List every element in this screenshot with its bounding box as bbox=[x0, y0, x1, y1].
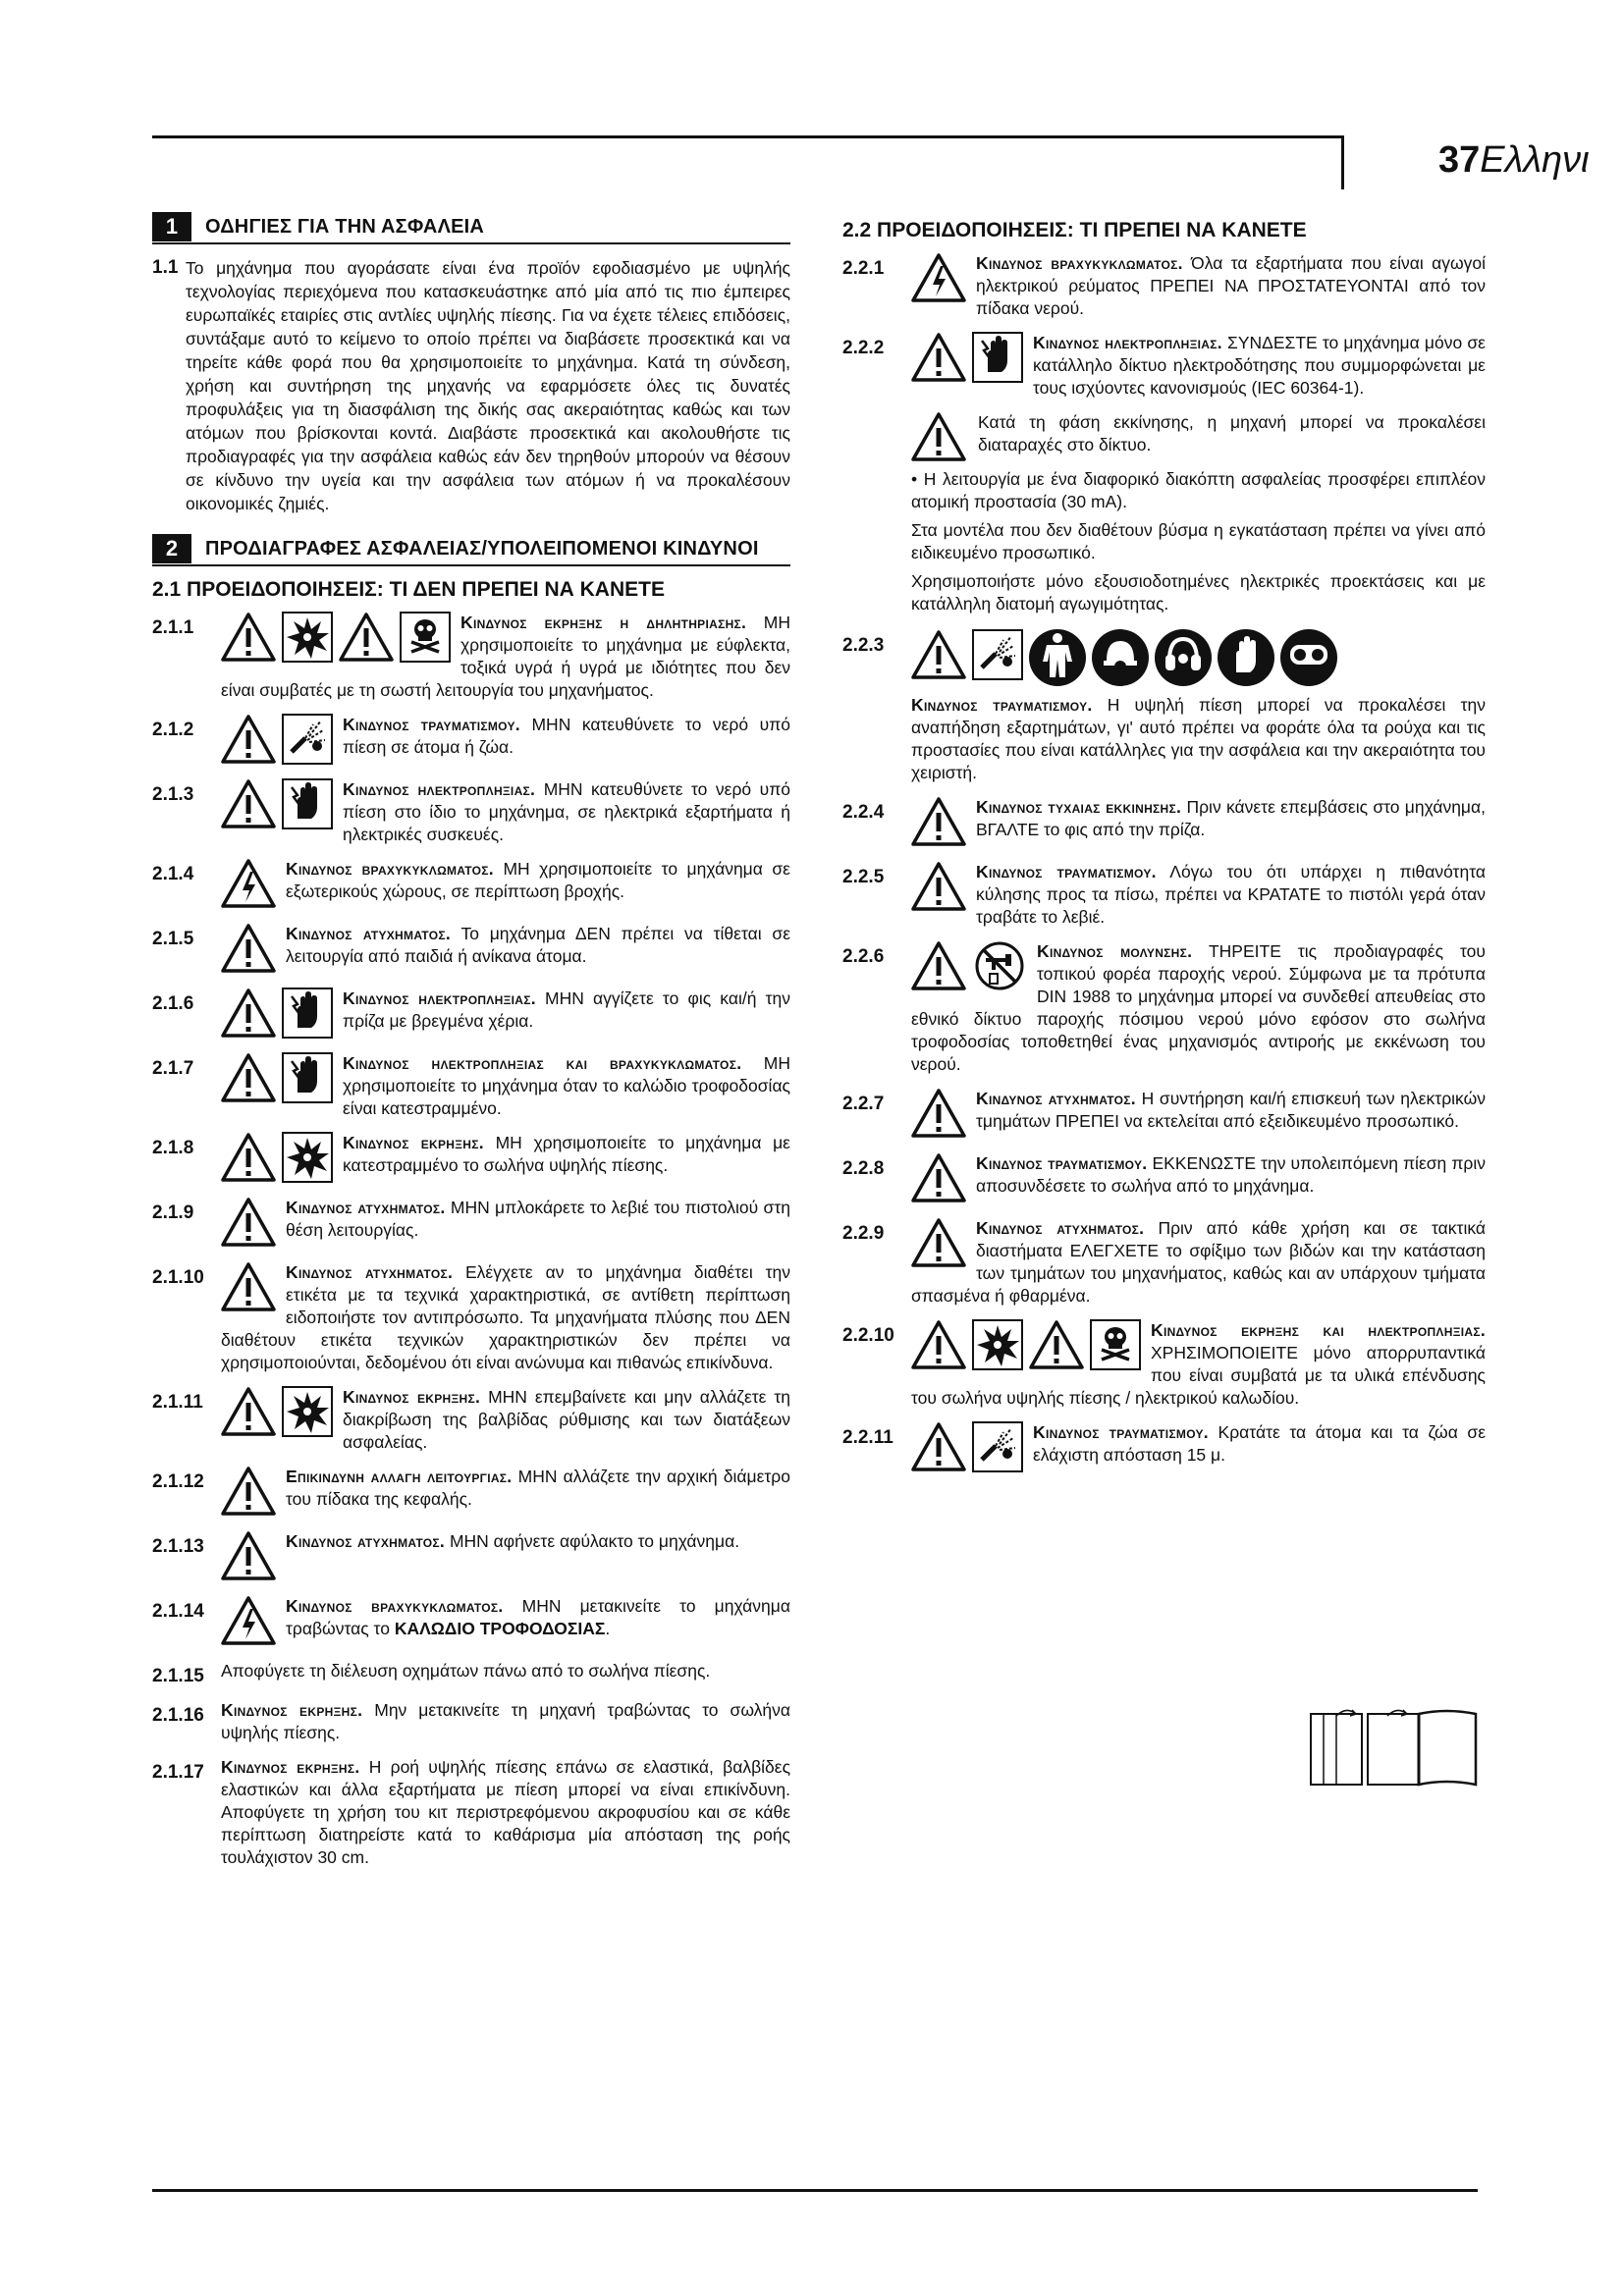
list-item: 2.2.11 Κινδυνος τραυματισμου. Κρατάτε τα άτομα και τα ζώα σε ελάχιστη απόσταση 15 μ. bbox=[842, 1421, 1486, 1474]
footer-rule bbox=[152, 2189, 1478, 2192]
warning-triangle-icon bbox=[221, 612, 276, 663]
water-jet-injury-icon bbox=[972, 1421, 1023, 1472]
warning-triangle-icon bbox=[221, 923, 276, 974]
list-item: 2.1.11 Κινδυνος εκρηξης. ΜΗΝ επεμβαίνετε και μην αλλάζετε τη διακρίβωση της βαλβίδας ρύθμισης και των διατάξεων ασφαλείας. bbox=[152, 1387, 791, 1452]
warning-triangle-icon bbox=[221, 1261, 276, 1312]
warning-triangle-icon bbox=[911, 940, 966, 991]
explosion-icon bbox=[972, 1319, 1023, 1370]
list-item: 2.1.12 Επικινδυνη αλλαγη λειτουργιας. ΜΗΝ αλλάζετε την αρχική διάμετρο του πίδακα της κεφαλής. bbox=[152, 1466, 790, 1519]
explosion-icon bbox=[282, 1386, 333, 1437]
warning-triangle-icon bbox=[221, 714, 276, 765]
right-column bbox=[842, 211, 1486, 1486]
list-item: 2.2.10 Κινδυνος εκρηξης και ηλεκτροπληξιας. ΧΡΗΣΙΜΟΠΟΙΕΙΤΕ μόνο απορρυπαντικά που είναι συμβατά με τα υλικά επένδυσης του σωλήνα υψηλής πίεσης / ηλεκτρικού καλωδίου. bbox=[842, 1320, 1486, 1408]
warning-triangle-icon bbox=[911, 629, 966, 680]
list-item: 2.2.7 Κινδυνος ατυχηματος. Η συντήρηση και/ή επισκευή των ηλεκτρικών τμημάτων ΠΡΕΠΕΙ να εκτελείται από εξειδικευμένο προσωπικό. bbox=[842, 1088, 1486, 1141]
protective-suit-icon bbox=[1029, 629, 1086, 686]
warning-triangle-icon bbox=[221, 1530, 276, 1581]
list-item: 2.1.17 Κινδυνος εκρηξης. Η ροή υψηλής πίεσης επάνω σε ελαστικά, βαλβίδες ελαστικών και άλλα εξαρτήματα με πίεση μπορεί να είναι επικίνδυνη. Αποφύγετε τη χρήση του κιτ περιστρεφόμενου ακροφυσίου και σε κάθε περίπτωση διατηρείστε κατά το καθάρισμα μία απόσταση της ροής τουλάχιστον 30 cm. bbox=[152, 1757, 790, 1867]
list-item: 2.1.1 Κινδυνος εκρηξης η δηλητηριασης. ΜΗ χρησιμοποιείτε το μηχάνημα με εύφλεκτα, τοξικά υγρά ή υγρά με ιδιότητες που δεν είναι συμβατές με τη σωστή λειτουργία του μηχανήματος. bbox=[152, 613, 790, 700]
left-column bbox=[152, 211, 790, 1881]
list-item: 2.2.4 Κινδυνος τυχαιας εκκινησης. Πριν κάνετε επεμβάσεις στο μηχάνημα, ΒΓΑΛΤΕ το φις από την πρίζα. bbox=[842, 796, 1486, 849]
warning-triangle-icon bbox=[911, 1088, 966, 1139]
rcd-bullet: • Η λειτουργία με ένα διαφορικό διακόπτη ασφαλείας προσφέρει επιπλέον ατομική προστασία (30 mA). bbox=[911, 469, 1486, 511]
warning-triangle-icon bbox=[911, 411, 966, 462]
electric-hand-icon bbox=[282, 778, 333, 829]
list-item: 2.1.3 Κινδυνος ηλεκτροπληξιας. ΜΗΝ κατευθύνετε το νερό υπό πίεση στο ίδιο το μηχάνημα, σε ηλεκτρικά εξαρτήματα ή ηλεκτρικές συσκευές. bbox=[152, 779, 790, 844]
list-item: 2.2.8 Κινδυνος τραυματισμου. ΕΚΚΕΝΩΣΤΕ την υπολειπόμενη πίεση πριν αποσυνδέσετε το σωλήνα από το μηχάνημα. bbox=[842, 1152, 1486, 1205]
warning-triangle-icon bbox=[1029, 1319, 1084, 1370]
warning-triangle-icon bbox=[911, 1217, 966, 1268]
warning-triangle-icon bbox=[221, 778, 276, 829]
warning-triangle-icon bbox=[911, 1319, 966, 1370]
poison-skull-icon bbox=[1090, 1319, 1141, 1370]
water-jet-injury-icon bbox=[282, 714, 333, 765]
warning-triangle-icon bbox=[221, 1386, 276, 1437]
electric-warning-icon bbox=[911, 252, 966, 303]
list-item: 2.1.2 Κινδυνος τραυματισμου. ΜΗΝ κατευθύνετε το νερό υπό πίεση σε άτομα ή ζώα. bbox=[152, 714, 790, 767]
list-item: 2.2.2 Κινδυνος ηλεκτροπληξιας. ΣΥΝΔΕΣΤΕ το μηχάνημα μόνο σε κατάλληλο δίκτυο ηλεκτροδότησης που συμμορφώνεται με τους ισχύοντες κανονισμούς (IEC 60364-1). bbox=[842, 333, 1486, 398]
header-rule bbox=[152, 135, 1343, 138]
left-items-list bbox=[152, 612, 790, 1869]
warning-triangle-icon bbox=[911, 1421, 966, 1472]
flying-parts-icon bbox=[972, 629, 1023, 680]
list-item: 2.1.15 Αποφύγετε τη διέλευση οχημάτων πάνω από το σωλήνα πίεσης. bbox=[152, 1661, 711, 1686]
list-item: 2.1.7 Κινδυνος ηλεκτροπληξιας και βραχυκυκλωματος. ΜΗ χρησιμοποιείτε το μηχάνημα όταν το καλώδιο τροφοδοσίας είναι κατεστραμμένο. bbox=[152, 1053, 790, 1118]
read-manual-book-icon bbox=[1309, 1708, 1480, 1789]
warning-triangle-icon bbox=[221, 1132, 276, 1183]
list-item: 2.1.10 Κινδυνος ατυχηματος. Ελέγχετε αν το μηχάνημα διαθέτει την ετικέτα με τα τεχνικά χαρακτηριστικά, σε αντίθετη περίπτωση ειδοποιήστε τον αντιπρόσωπο. Τα μηχανήματα πλύσης που ΔΕΝ διαθέτουν ετικέτα τεχνικών χαρακτηριστικών δεν πρέπει να χρησιμοποιούνται, δεδομένου ότι είναι ανώνυμα και πιθανώς επικίνδυνα. bbox=[152, 1262, 790, 1372]
list-item: 2.1.8 Κινδυνος εκρηξης. ΜΗ χρησιμοποιείτε το μηχάνημα με κατεστραμμένο το σωλήνα υψηλής πίεσης. bbox=[152, 1132, 790, 1185]
explosion-icon bbox=[282, 612, 333, 663]
warning-triangle-icon bbox=[221, 1197, 276, 1248]
electric-hand-icon bbox=[282, 1052, 333, 1103]
warning-triangle-icon bbox=[911, 796, 966, 847]
electric-hand-icon bbox=[972, 332, 1023, 383]
extension-note: Χρησιμοποιήστε μόνο εξουσιοδοτημένες ηλεκτρικές προεκτάσεις και με κατάλληλη διατομή αγωγιμότητας. bbox=[911, 571, 1486, 614]
electric-warning-icon bbox=[221, 1595, 276, 1646]
no-drinking-water-icon bbox=[972, 940, 1027, 991]
list-item: 2.2.3 Κινδυνος τραυματισμου. Η υψηλή πίεση μπορεί να προκαλέσει την αναπήδηση εξαρτημάτων, γι' αυτό πρέπει να φοράτε όλα τα ρούχα και τις προστασίες που είναι κατάλληλες για την ασφάλεια και την ακεραιότητα του χειριστή. bbox=[842, 629, 1486, 784]
gloves-icon bbox=[1218, 629, 1274, 686]
list-item: 2.2.5 Κινδυνος τραυματισμου. Λόγω του ότι υπάρχει η πιθανότητα κύλησης προς τα πίσω, πρέπει να ΚΡΑΤΑΤΕ το πιστόλι γερά όταν τραβάτε το λεβιέ. bbox=[842, 862, 1486, 927]
section-1-heading: 1 ΟΔΗΓΙΕΣ ΓΙΑ ΤΗΝ ΑΣΦΑΛΕΙΑ bbox=[152, 211, 790, 244]
helmet-icon bbox=[1092, 629, 1149, 686]
list-item: 2.1.4 Κινδυνος βραχυκυκλωματος. ΜΗ χρησιμοποιείτε το μηχάνημα σε εξωτερικούς χώρους, σε περίπτωση βροχής. bbox=[152, 858, 790, 911]
header-rule-tick bbox=[1341, 135, 1344, 189]
list-item: 2.2.1 Κινδυνος βραχυκυκλωματος. Όλα τα εξαρτήματα που είναι αγωγοί ηλεκτρικού ρεύματος ΠΡΕΠΕΙ ΝΑ ΠΡΟΣΤΑΤΕΥΟΝΤΑΙ από τον πίδακα νερού. bbox=[842, 253, 1486, 318]
warning-triangle-icon bbox=[911, 1152, 966, 1203]
section-2-heading: 2 ΠΡΟΔΙΑΓΡΑΦΕΣ ΑΣΦΑΛΕΙΑΣ/ΥΠΟΛΕΙΠΟΜΕΝΟΙ ΚΙΝΔΥΝΟΙ bbox=[152, 533, 790, 566]
list-item: 2.1.6 Κινδυνος ηλεκτροπληξιας. ΜΗΝ αγγίζετε το φις και/ή την πρίζα με βρεγμένα χέρια. bbox=[152, 988, 790, 1041]
warning-triangle-icon bbox=[221, 1052, 276, 1103]
page-number: 37Ελληνι bbox=[1438, 139, 1590, 181]
list-item: 2.1.9 Κινδυνος ατυχηματος. ΜΗΝ μπλοκάρετε το λεβιέ του πιστολιού στη θέση λειτουργίας. bbox=[152, 1197, 790, 1250]
list-item: 2.1.13 Κινδυνος ατυχηματος. ΜΗΝ αφήνετε αφύλακτο το μηχάνημα. bbox=[152, 1530, 790, 1583]
list-item: 2.1.5 Κινδυνος ατυχηματος. Το μηχάνημα ΔΕΝ πρέπει να τίθεται σε λειτουργία από παιδιά ή ανίκανα άτομα. bbox=[152, 923, 790, 976]
list-item: 2.1.16 Κινδυνος εκρηξης. Μην μετακινείτε τη μηχανή τραβώντας το σωλήνα υψηλής πίεσης. bbox=[152, 1700, 791, 1742]
list-item: 2.2.9 Κινδυνος ατυχηματος. Πριν από κάθε χρήση και σε τακτικά διαστήματα ΕΛΕΓΧΕΤΕ το σφίξιμο των βιδών και την κατάσταση των τμημάτων του μηχανήματος, καθώς και αν υπάρχουν τμήματα σπασμένα ή φθαρμένα. bbox=[842, 1218, 1486, 1306]
plug-note: Στα μοντέλα που δεν διαθέτουν βύσμα η εγκατάσταση πρέπει να γίνει από ειδικευμένο προσωπικό. bbox=[911, 520, 1486, 562]
list-item: 2.2.6 Κινδυνος μολυνσης. ΤΗΡΕΙΤΕ τις προδιαγραφές του τοπικού φορέα παροχής νερού. Σύμφωνα με τα πρότυπα DIN 1988 το μηχάνημα μπορεί να συνδεθεί απευθείας στο εθνικό δίκτυο παροχής πόσιμου νερού μόνο εφόσον στο σωλήνα τροφοδοσίας τοποθετηθεί ένας μηχανισμός αντιροής με εκκένωση του νερού. bbox=[842, 941, 1486, 1074]
list-item: 2.1.14 Κινδυνος βραχυκυκλωματος. ΜΗΝ μετακινείτε το μηχάνημα τραβώντας το ΚΑΛΩΔΙΟ ΤΡΟΦΟΔΟΣΙΑΣ. bbox=[152, 1595, 790, 1648]
explosion-icon bbox=[282, 1132, 333, 1183]
poison-skull-icon bbox=[400, 612, 451, 663]
warning-triangle-icon bbox=[221, 1466, 276, 1517]
electric-warning-icon bbox=[221, 858, 276, 909]
intro-paragraph: 1.1 Το μηχάνημα που αγοράσατε είναι ένα προϊόν εφοδιασμένο με υψηλής τεχνολογίας περιεχόμενα που κατασκευάστηκε από μία από τις πιο έμπειρες ευρωπαϊκές εταιρίες στις αντλίες υψηλής πίεσης. Για να έχετε τέλειες επιδόσεις, συντάξαμε αυτό το κείμενο το οποίο πρέπει να διαβάσετε προσεκτικά και να τηρείτε κάθε φορά που θα χρησιμοποιείτε το μηχάνημα. Κατά τη σύνδεση, χρήση και συντήρηση της μηχανής να εφαρμόσετε όλες τις δυνατές προφυλάξεις για τη διασφάλιση της δικής σας ακεραιότητας καθώς και των ατόμων που βρίσκονται κοντά. Διαβάστε προσεκτικά και ακολουθήστε τις προδιαγραφές για την ασφάλεια καθώς εάν δεν τηρηθούν μπορούν να θέσουν σε κίνδυνο την υγεία και την ασφάλεια των ατόμων ή να προκαλέσουν οικονομικές ζημιές. bbox=[152, 257, 790, 513]
startup-note: Κατά τη φάση εκκίνησης, η μηχανή μπορεί να προκαλέσει διαταραχές στο δίκτυο. bbox=[911, 411, 1486, 462]
warning-triangle-icon bbox=[221, 988, 276, 1039]
subsection-2-2-title: 2.2 ΠΡΟΕΙΔΟΠΟΙΗΣΕΙΣ: ΤΙ ΠΡΕΠΕΙ ΝΑ ΚΑΝΕΤΕ bbox=[842, 219, 1307, 241]
warning-triangle-icon bbox=[911, 861, 966, 912]
subsection-2-1-title: 2.1 ΠΡΟΕΙΔΟΠΟΙΗΣΕΙΣ: ΤΙ ΔΕΝ ΠΡΕΠΕΙ ΝΑ ΚΑΝΕΤΕ bbox=[152, 578, 665, 601]
electric-hand-icon bbox=[282, 988, 333, 1039]
goggles-icon bbox=[1280, 629, 1337, 686]
warning-triangle-icon bbox=[911, 332, 966, 383]
ear-protection-icon bbox=[1155, 629, 1212, 686]
warning-triangle-icon bbox=[339, 612, 394, 663]
